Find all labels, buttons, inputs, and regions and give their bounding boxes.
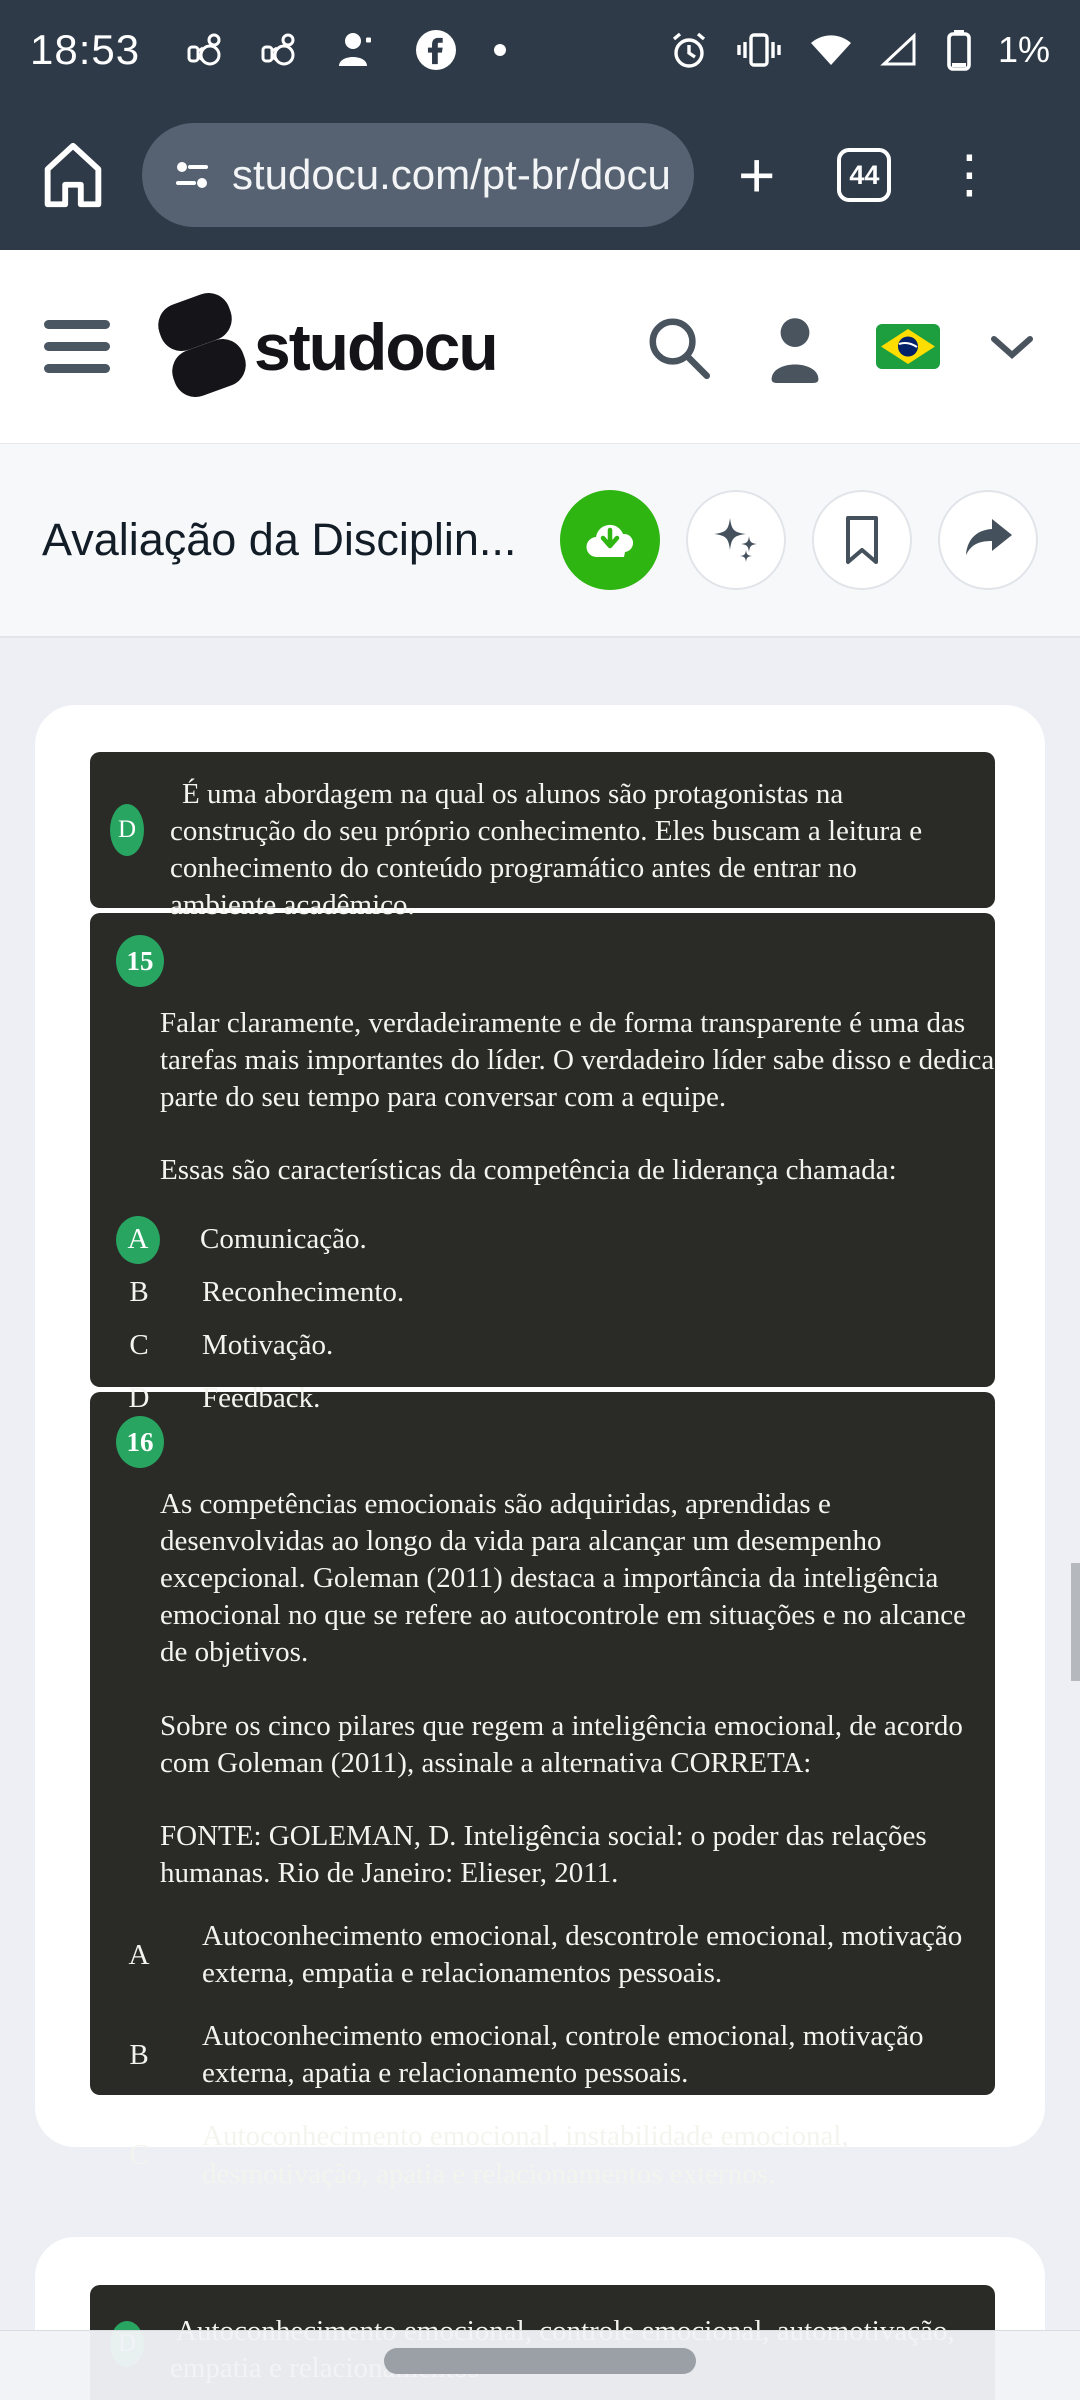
option-letter: B <box>129 2038 149 2071</box>
browser-toolbar <box>0 100 1080 250</box>
option-row <box>116 2018 967 2092</box>
option-text: Autoconhecimento emocional, descontrole emocional, motivação externa, empatia e relacionamentos pessoais. <box>202 1919 963 1990</box>
question-number-badge: 16 <box>116 1416 164 1468</box>
document-page-card <box>35 705 1045 2190</box>
options-list <box>116 1918 967 2193</box>
menu-button[interactable] <box>44 320 110 373</box>
clock-text: 18:53 <box>30 26 141 73</box>
option-text: Autoconhecimento emocional, controle emocional, motivação externa, apatia e relacionamento pessoais. <box>202 2020 924 2090</box>
facebook-icon <box>414 28 458 72</box>
person-add-icon <box>334 28 378 72</box>
option-row <box>116 1266 967 1319</box>
studocu-header <box>0 250 1080 444</box>
question-16-block <box>90 1392 995 2190</box>
option-row <box>116 2118 967 2192</box>
option-letter: C <box>129 2138 149 2171</box>
new-tab-button[interactable]: + <box>738 139 776 211</box>
brazil-flag[interactable] <box>876 324 940 369</box>
site-settings-icon[interactable] <box>170 153 214 197</box>
answer-text: É uma abordagem na qual os alunos são protagonistas na construção do seu próprio conhecimento. Eles buscam a leitura e conhecimento do conteúdo programático antes de entrar no ambiente acadêmico. <box>170 778 923 922</box>
option-letter: A <box>128 1938 150 1971</box>
document-header <box>0 444 1080 638</box>
option-row <box>116 1918 967 1992</box>
kwai-icon <box>186 31 224 69</box>
page-content[interactable] <box>0 638 1080 2400</box>
vibrate-icon <box>736 29 782 71</box>
question-body: As competências emocionais são adquiridas, aprendidas e desenvolvidas ao longo da vida para alcançar um desempenho excepcional. Goleman (2011) destaca a importância da inteligência emocional no que se refere ao autocontrole em situações e no alcance de objetivos. <box>160 1488 966 1669</box>
option-text: Autoconhecimento emocional, instabilidade emocional, desmotivação, apatia e relacionamentos externos. <box>202 2120 849 2190</box>
search-icon[interactable] <box>642 311 714 383</box>
option-letter: B <box>129 1276 149 1309</box>
share-button[interactable] <box>938 490 1038 590</box>
option-text: Reconhecimento. <box>202 1276 405 1309</box>
question-15-block <box>90 913 995 1415</box>
bookmark-button[interactable] <box>812 490 912 590</box>
option-row <box>116 1319 967 1372</box>
profile-icon[interactable] <box>762 311 828 383</box>
url-bar[interactable] <box>142 123 694 227</box>
url-text[interactable]: studocu.com/pt-br/docu <box>232 151 671 198</box>
status-bar <box>0 0 1080 100</box>
battery-icon <box>946 28 972 72</box>
studocu-logo-text: studocu <box>254 309 497 384</box>
question-body: Falar claramente, verdadeiramente e de forma transparente é uma das tarefas mais importantes do líder. O verdadeiro líder sabe disso e dedica parte do seu tempo para conversar com a equipe. <box>160 1007 995 1114</box>
ai-sparkles-button[interactable] <box>686 490 786 590</box>
answer-block <box>90 752 995 922</box>
question-prompt: Essas são características da competência de liderança chamada: <box>160 1154 897 1187</box>
tab-switcher-button[interactable]: 44 <box>837 148 891 202</box>
battery-percent: 1% <box>997 29 1050 70</box>
option-text: Comunicação. <box>200 1223 367 1256</box>
question-prompt: Sobre os cinco pilares que regem a inteligência emocional, de acordo com Goleman (2011), assinale a alternativa CORRETA: <box>160 1709 963 1779</box>
document-title: Avaliação da Disciplin... <box>42 514 517 565</box>
notification-icons <box>186 28 506 72</box>
option-text: Feedback. <box>202 1382 321 1415</box>
signal-icon <box>880 30 920 70</box>
navigation-handle[interactable] <box>384 2348 696 2374</box>
source-reference: FONTE: GOLEMAN, D. Inteligência social: o poder das relações humanas. Rio de Janeiro: Elieser, 2011. <box>160 1819 927 1889</box>
gesture-nav-area <box>0 2330 1080 2400</box>
option-text: Motivação. <box>202 1329 334 1362</box>
notification-dot <box>494 44 506 56</box>
option-letter-badge: A <box>116 1216 160 1264</box>
download-button[interactable] <box>560 490 660 590</box>
alarm-icon <box>668 29 710 71</box>
option-letter: D <box>128 1382 150 1415</box>
browser-menu-button[interactable]: ⋮ <box>943 146 996 204</box>
option-letter: C <box>129 1329 149 1362</box>
scrollbar-thumb[interactable] <box>1071 1563 1080 1681</box>
wifi-icon <box>808 31 854 69</box>
kwai-icon <box>260 31 298 69</box>
system-icons <box>668 28 1050 72</box>
options-list <box>116 1213 967 1425</box>
studocu-logo[interactable] <box>152 286 497 408</box>
chevron-down-icon[interactable] <box>988 331 1036 363</box>
studocu-logo-mark <box>152 286 248 408</box>
option-row <box>116 1213 967 1266</box>
question-number-badge: 15 <box>116 935 164 987</box>
answer-badge: D <box>110 804 144 856</box>
home-button[interactable] <box>34 136 112 214</box>
